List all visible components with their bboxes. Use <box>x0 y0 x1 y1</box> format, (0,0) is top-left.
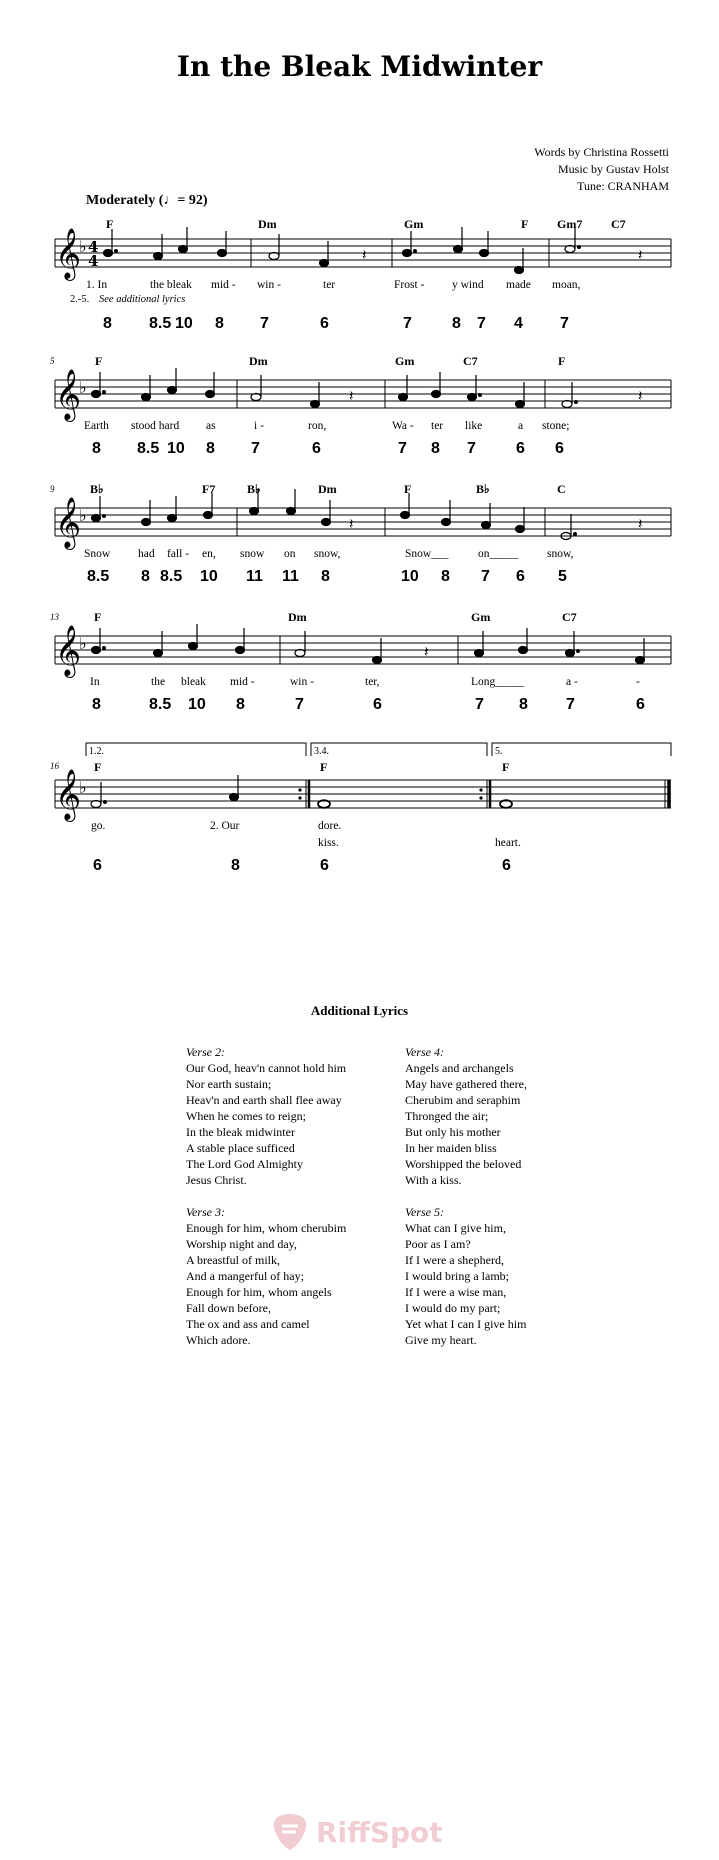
harmonica-tab: 8.5 <box>149 315 172 332</box>
lyric: win - <box>290 676 314 688</box>
chord-symbol: Dm <box>318 482 337 496</box>
harmonica-tab: 8.5 <box>137 440 160 457</box>
verse-line: The ox and ass and camel <box>186 1317 310 1331</box>
page-title: In the Bleak Midwinter <box>176 50 543 83</box>
lyric-alt-verse: 2.-5. <box>70 294 90 305</box>
chord-symbol: Dm <box>258 217 277 231</box>
volta-3-4: 3.4. <box>314 746 329 757</box>
verse-4 <box>405 1044 527 1188</box>
lyric: made <box>506 279 531 291</box>
harmonica-tab: 6 <box>373 696 382 713</box>
harmonica-tab: 6 <box>320 315 329 332</box>
lyric: 1. In <box>86 279 108 291</box>
guitar-pick-icon <box>270 1812 310 1852</box>
verse-line: Which adore. <box>186 1333 251 1347</box>
harmonica-tab: 8 <box>141 568 150 585</box>
credit-words: Words by Christina Rossetti <box>534 145 669 159</box>
harmonica-tab: 6 <box>502 857 511 874</box>
lyric: a <box>518 420 524 432</box>
lyric: win - <box>257 279 281 291</box>
verse-line: If I were a wise man, <box>405 1285 507 1299</box>
harmonica-tab: 8 <box>452 315 461 332</box>
verse-line: In the bleak midwinter <box>186 1125 295 1139</box>
harmonica-tab: 7 <box>251 440 260 457</box>
svg-text:𝄽: 𝄽 <box>638 246 643 264</box>
lyric: en, <box>202 548 216 560</box>
svg-text:𝄞: 𝄞 <box>55 625 82 676</box>
chord-symbol: B♭ <box>247 482 261 496</box>
svg-text:𝄽: 𝄽 <box>349 387 354 405</box>
harmonica-tab: 7 <box>481 568 490 585</box>
lyric: ter <box>431 420 444 432</box>
svg-text:♭: ♭ <box>79 237 87 256</box>
svg-text:𝄽: 𝄽 <box>362 246 367 264</box>
credit-music: Music by Gustav Holst <box>558 162 669 176</box>
chord-symbol: Gm <box>404 217 424 231</box>
harmonica-tab: 10 <box>188 696 206 713</box>
harmonica-tab: 10 <box>175 315 193 332</box>
lyric: stood hard <box>131 420 180 432</box>
verse-2 <box>186 1044 346 1188</box>
harmonica-tab: 5 <box>558 568 567 585</box>
lyric: on_____ <box>478 548 519 560</box>
svg-text:4: 4 <box>88 252 99 270</box>
verse-line: Worship night and day, <box>186 1237 297 1251</box>
verse-line: May have gathered there, <box>405 1077 527 1091</box>
chord-symbol: C7 <box>611 217 626 231</box>
harmonica-tab: 8 <box>431 440 440 457</box>
lyric: y wind <box>452 279 484 291</box>
tempo-bpm: (♩= 92) <box>158 193 208 208</box>
credit-tune: Tune: CRANHAM <box>577 179 669 193</box>
verse-line: But only his mother <box>405 1125 501 1139</box>
verse-line: Poor as I am? <box>405 1237 471 1251</box>
verse-label: Verse 3: <box>186 1205 225 1219</box>
lyric: - <box>636 676 640 688</box>
harmonica-tab: 6 <box>636 696 645 713</box>
harmonica-tab: 11 <box>282 568 299 585</box>
chord-symbol: F <box>502 760 510 774</box>
verse-label: Verse 5: <box>405 1205 444 1219</box>
volta-1-2: 1.2. <box>89 746 104 757</box>
verse-line: Nor earth sustain; <box>186 1077 272 1091</box>
lyric: mid - <box>211 279 236 291</box>
verse-line: What can I give him, <box>405 1221 506 1235</box>
lyric: the bleak <box>150 279 192 291</box>
harmonica-tab: 6 <box>312 440 321 457</box>
lyric: heart. <box>495 837 521 849</box>
harmonica-tab: 7 <box>477 315 486 332</box>
lyric: as <box>206 420 216 432</box>
svg-text:𝄞: 𝄞 <box>55 769 82 820</box>
lyric: Snow___ <box>405 548 449 560</box>
chord-symbol: F <box>558 354 566 368</box>
svg-text:♭: ♭ <box>79 634 87 653</box>
staff-2-notation <box>0 350 719 460</box>
lyric: bleak <box>181 676 206 688</box>
lyric: i - <box>254 420 264 432</box>
lyric: mid - <box>230 676 255 688</box>
verse-line: Fall down before, <box>186 1301 271 1315</box>
verse-line: In her maiden bliss <box>405 1141 497 1155</box>
svg-text:♭: ♭ <box>79 778 87 797</box>
lyric: fall - <box>167 548 190 560</box>
chord-symbol: F <box>106 217 114 231</box>
verse-line: And a mangerful of hay; <box>186 1269 304 1283</box>
harmonica-tab: 10 <box>401 568 419 585</box>
svg-text:𝄽: 𝄽 <box>638 515 643 533</box>
chord-symbol: C7 <box>463 354 478 368</box>
verse-label: Verse 4: <box>405 1045 444 1059</box>
lyric: had <box>138 548 155 560</box>
lyric: Snow <box>84 548 111 560</box>
chord-symbol: F <box>320 760 328 774</box>
harmonica-tab: 8 <box>441 568 450 585</box>
quarter-note-icon: ♩ <box>163 193 178 208</box>
tempo-text: Moderately <box>86 193 156 208</box>
lyric: snow, <box>314 548 341 560</box>
harmonica-tab: 8 <box>321 568 330 585</box>
harmonica-tab: 8 <box>92 440 101 457</box>
chord-symbol: C <box>557 482 566 496</box>
additional-lyrics-heading: Additional Lyrics <box>310 1003 409 1018</box>
lyric: go. <box>91 820 106 832</box>
chord-symbol: F <box>95 354 103 368</box>
lyric: dore. <box>318 820 342 832</box>
harmonica-tab: 8 <box>92 696 101 713</box>
staff-system-4 <box>0 606 719 716</box>
lyric: 2. Our <box>210 820 240 832</box>
chord-symbol: C7 <box>562 610 577 624</box>
verse-3 <box>186 1204 346 1348</box>
measure-number: 13 <box>50 612 59 622</box>
svg-text:𝄽: 𝄽 <box>424 643 429 661</box>
harmonica-tab: 8.5 <box>87 568 110 585</box>
harmonica-tab: 8 <box>231 857 240 874</box>
verse-line: I would bring a lamb; <box>405 1269 509 1283</box>
verse-line: Jesus Christ. <box>186 1173 247 1187</box>
verse-line: If I were a shepherd, <box>405 1253 504 1267</box>
lyric: snow <box>240 548 265 560</box>
harmonica-tab: 10 <box>167 440 185 457</box>
verse-line: Enough for him, whom cherubim <box>186 1221 347 1235</box>
chord-symbol: F <box>521 217 529 231</box>
verse-line: I would do my part; <box>405 1301 501 1315</box>
svg-text:♭: ♭ <box>79 506 87 525</box>
svg-text:𝄞: 𝄞 <box>55 228 82 279</box>
staff-system-1 <box>0 215 719 335</box>
staff-system-2 <box>0 350 719 460</box>
harmonica-tab: 4 <box>514 315 523 332</box>
verse-line: Thronged the air; <box>405 1109 489 1123</box>
harmonica-tab: 8 <box>519 696 528 713</box>
staff-system-5 <box>0 738 719 888</box>
chord-symbol: Gm <box>471 610 491 624</box>
chord-symbol: F <box>404 482 412 496</box>
verse-line: Worshipped the beloved <box>405 1157 522 1171</box>
verse-line: A breastful of milk, <box>186 1253 280 1267</box>
lyric: In <box>90 676 100 688</box>
lyric: moan, <box>552 279 581 291</box>
lyric: ter, <box>365 676 380 688</box>
svg-text:𝄽: 𝄽 <box>638 387 643 405</box>
lyric: on <box>284 548 296 560</box>
lyric: Long_____ <box>471 676 525 688</box>
verse-5 <box>405 1204 526 1348</box>
verse-line: A stable place sufficed <box>186 1141 295 1155</box>
measure-number: 5 <box>50 356 55 366</box>
harmonica-tab: 6 <box>93 857 102 874</box>
lyric: a - <box>566 676 578 688</box>
svg-text:♭: ♭ <box>79 378 87 397</box>
chord-symbol: Gm <box>395 354 415 368</box>
verse-line: Cherubim and seraphim <box>405 1093 521 1107</box>
measure-number: 16 <box>50 761 59 771</box>
svg-text:4: 4 <box>88 238 99 256</box>
measure-number: 9 <box>50 484 55 494</box>
harmonica-tab: 7 <box>260 315 269 332</box>
chord-symbol: B♭ <box>476 482 490 496</box>
chord-symbol: B♭ <box>90 482 104 496</box>
harmonica-tab: 7 <box>467 440 476 457</box>
chord-symbol: Dm <box>288 610 307 624</box>
chord-symbol: F <box>94 610 102 624</box>
chord-symbol: Gm7 <box>557 217 583 231</box>
harmonica-tab: 6 <box>516 440 525 457</box>
riffspot-watermark <box>270 1812 450 1854</box>
harmonica-tab: 7 <box>560 315 569 332</box>
lyric: Frost - <box>394 279 425 291</box>
verse-line: Enough for him, whom angels <box>186 1285 332 1299</box>
lyric: stone; <box>542 420 570 432</box>
lyric: kiss. <box>318 837 339 849</box>
harmonica-tab: 8 <box>236 696 245 713</box>
verse-line: Heav'n and earth shall flee away <box>186 1093 342 1107</box>
harmonica-tab: 7 <box>403 315 412 332</box>
verse-label: Verse 2: <box>186 1045 225 1059</box>
lyric: Earth <box>84 420 109 432</box>
verse-line: Our God, heav'n cannot hold him <box>186 1061 347 1075</box>
tempo-marking <box>86 193 208 209</box>
harmonica-tab: 10 <box>200 568 218 585</box>
lyric: the <box>151 676 166 688</box>
harmonica-tab: 8 <box>215 315 224 332</box>
harmonica-tab: 8.5 <box>149 696 172 713</box>
svg-text:𝄽: 𝄽 <box>349 515 354 533</box>
harmonica-tab: 7 <box>398 440 407 457</box>
harmonica-tab: 8.5 <box>160 568 183 585</box>
volta-5: 5. <box>495 746 503 757</box>
verse-line: Give my heart. <box>405 1333 477 1347</box>
lyric-alt-note: See additional lyrics <box>99 294 186 305</box>
lyric: ron, <box>308 420 327 432</box>
harmonica-tab: 7 <box>566 696 575 713</box>
verse-line: Angels and archangels <box>405 1061 514 1075</box>
lyric: snow, <box>547 548 574 560</box>
harmonica-tab: 11 <box>246 568 263 585</box>
harmonica-tab: 6 <box>516 568 525 585</box>
lyric: Wa - <box>392 420 414 432</box>
verse-line: The Lord God Almighty <box>186 1157 303 1171</box>
verse-line: With a kiss. <box>405 1173 462 1187</box>
harmonica-tab: 8 <box>206 440 215 457</box>
staff-system-3 <box>0 478 719 588</box>
staff-5-notation <box>0 738 719 888</box>
verse-line: Yet what I can I give him <box>405 1317 527 1331</box>
harmonica-tab: 7 <box>475 696 484 713</box>
chord-symbol: F7 <box>202 482 216 496</box>
harmonica-tab: 8 <box>103 315 112 332</box>
chord-symbol: F <box>94 760 102 774</box>
harmonica-tab: 6 <box>555 440 564 457</box>
harmonica-tab: 7 <box>295 696 304 713</box>
watermark-text: RiffSpot <box>316 1816 443 1849</box>
svg-text:𝄞: 𝄞 <box>55 497 82 548</box>
harmonica-tab: 6 <box>320 857 329 874</box>
staff-4-notation <box>0 606 719 716</box>
chord-symbol: Dm <box>249 354 268 368</box>
lyric: like <box>465 420 483 432</box>
svg-text:𝄞: 𝄞 <box>55 369 82 420</box>
verse-line: When he comes to reign; <box>186 1109 306 1123</box>
lyric: ter <box>323 279 336 291</box>
